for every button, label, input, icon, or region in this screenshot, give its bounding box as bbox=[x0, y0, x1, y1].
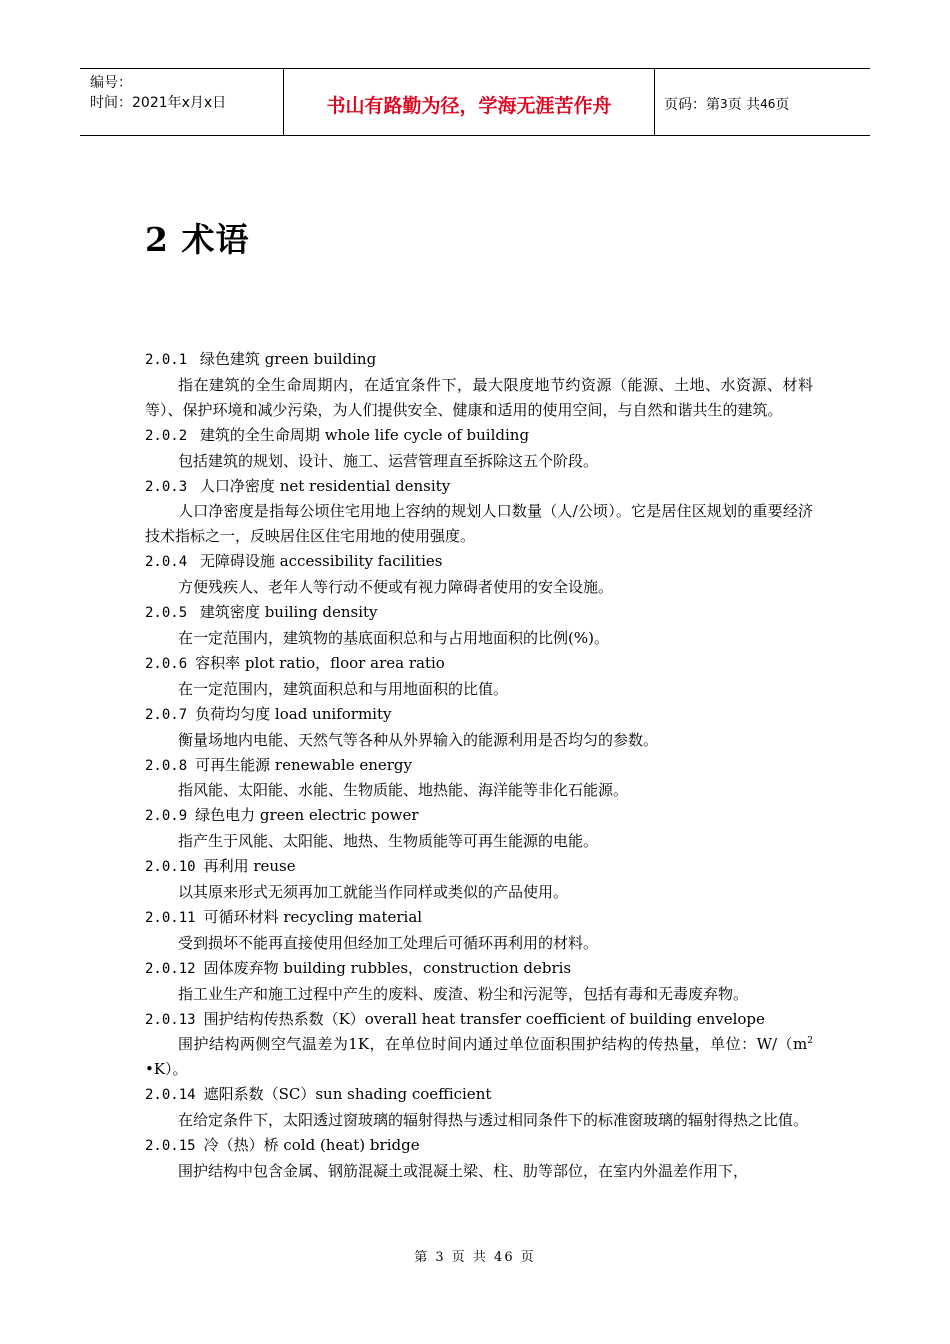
term-number: 2.0.5 bbox=[145, 605, 188, 622]
term-definition: 指风能、太阳能、水能、生物质能、地热能、海洋能等非化石能源。 bbox=[178, 781, 629, 800]
page-current: 3 bbox=[720, 97, 728, 111]
term-number: 2.0.15 bbox=[145, 1138, 196, 1155]
term-number: 2.0.9 bbox=[145, 808, 188, 825]
term-definition: 在一定范围内，建筑物的基底面积总和与占用地面积的比例(%)。 bbox=[178, 628, 609, 647]
term-heading bbox=[145, 347, 813, 373]
term-number: 2.0.13 bbox=[145, 1011, 196, 1028]
term-name: 建筑密度 builing density bbox=[195, 603, 378, 622]
term-entry bbox=[145, 753, 813, 804]
serial-label: 编号： bbox=[90, 75, 132, 91]
term-number: 2.0.12 bbox=[145, 960, 196, 977]
term-number: 2.0.2 bbox=[145, 427, 188, 444]
term-name: 无障碍设施 accessibility facilities bbox=[195, 552, 443, 571]
term-name: 容积率 plot ratio，floor area ratio bbox=[195, 653, 445, 672]
term-heading bbox=[145, 753, 813, 779]
definition-text: 围护结构两侧空气温差为1K，在单位时间内通过单位面积围护结构的传热量，单位：W/（m bbox=[178, 1035, 808, 1054]
term-heading bbox=[145, 651, 813, 677]
term-definition: 以其原来形式无须再加工就能当作同样或类似的产品使用。 bbox=[178, 883, 569, 902]
term-entry bbox=[145, 549, 813, 600]
term-definition: 方便残疾人、老年人等行动不便或有视力障碍者使用的安全设施。 bbox=[178, 578, 614, 597]
page-suffix: 页 bbox=[775, 97, 790, 113]
term-number: 2.0.4 bbox=[145, 554, 188, 571]
superscript: 2 bbox=[807, 1036, 813, 1047]
term-number: 2.0.7 bbox=[145, 706, 188, 723]
term-name: 固体废弃物 building rubbles，construction debris bbox=[203, 958, 572, 977]
term-entry bbox=[145, 1007, 813, 1083]
term-name: 再利用 reuse bbox=[203, 857, 296, 876]
term-entry bbox=[145, 423, 813, 474]
term-number: 2.0.14 bbox=[145, 1087, 196, 1104]
header-page-info bbox=[655, 69, 870, 135]
term-entry bbox=[145, 1082, 813, 1133]
term-entry bbox=[145, 347, 813, 423]
term-definition: 指在建筑的全生命周期内，在适宜条件下，最大限度地节约资源（能源、土地、水资源、材料等）、保护环境和减少污染，为人们提供安全、健康和适用的使用空间，与自然和谐共生的建筑。 bbox=[145, 375, 813, 419]
term-definition bbox=[145, 1032, 813, 1082]
term-definition: 在一定范围内，建筑面积总和与用地面积的比值。 bbox=[178, 679, 509, 698]
term-number: 2.0.10 bbox=[145, 859, 196, 876]
page-footer: 第 3 页 共 46 页 bbox=[414, 1250, 536, 1265]
term-entry bbox=[145, 803, 813, 854]
term-heading bbox=[145, 600, 813, 626]
term-heading bbox=[145, 423, 813, 449]
term-heading bbox=[145, 905, 813, 931]
definition-text: •K）。 bbox=[145, 1060, 188, 1079]
term-entry bbox=[145, 956, 813, 1007]
term-heading bbox=[145, 854, 813, 880]
term-name: 遮阳系数（SC）sun shading coefficient bbox=[203, 1085, 492, 1104]
term-definition: 衡量场地内电能、天然气等各种从外界输入的能源利用是否均匀的参数。 bbox=[178, 730, 659, 749]
term-number: 2.0.6 bbox=[145, 655, 188, 672]
term-definition: 在给定条件下，太阳透过窗玻璃的辐射得热与透过相同条件下的标准窗玻璃的辐射得热之比值。 bbox=[178, 1111, 809, 1130]
term-entry bbox=[145, 1133, 813, 1184]
term-heading bbox=[145, 1007, 813, 1033]
term-entry bbox=[145, 651, 813, 702]
term-number: 2.0.11 bbox=[145, 909, 196, 926]
term-definition: 指产生于风能、太阳能、地热、生物质能等可再生能源的电能。 bbox=[178, 832, 599, 851]
term-heading bbox=[145, 702, 813, 728]
page-prefix: 页码：第 bbox=[664, 97, 720, 113]
term-entry bbox=[145, 702, 813, 753]
term-name: 可再生能源 renewable energy bbox=[195, 755, 412, 774]
term-name: 建筑的全生命周期 whole life cycle of building bbox=[195, 425, 530, 444]
term-heading bbox=[145, 1133, 813, 1159]
terms-list bbox=[145, 347, 813, 1184]
header-meta bbox=[80, 69, 283, 135]
term-entry bbox=[145, 474, 813, 550]
term-heading bbox=[145, 803, 813, 829]
term-definition: 包括建筑的规划、设计、施工、运营管理直至拆除这五个阶段。 bbox=[178, 451, 599, 470]
term-heading bbox=[145, 549, 813, 575]
term-definition: 受到损坏不能再直接使用但经加工处理后可循环再利用的材料。 bbox=[178, 933, 599, 952]
term-name: 围护结构传热系数（K）overall heat transfer coefficient of building envelope bbox=[203, 1009, 765, 1028]
term-definition: 围护结构中包含金属、钢筋混凝土或混凝土梁、柱、肋等部位，在室内外温差作用下， bbox=[178, 1162, 749, 1180]
page-mid: 页 共 bbox=[727, 97, 761, 113]
term-name: 负荷均匀度 load uniformity bbox=[195, 704, 392, 723]
page-total: 46 bbox=[760, 97, 776, 111]
term-entry bbox=[145, 854, 813, 905]
term-name: 冷（热）桥 cold (heat) bridge bbox=[203, 1136, 420, 1155]
term-number: 2.0.3 bbox=[145, 478, 188, 495]
time-label: 时间：2021年x月x日 bbox=[90, 95, 227, 111]
term-heading bbox=[145, 956, 813, 982]
term-number: 2.0.1 bbox=[145, 352, 188, 368]
term-heading bbox=[145, 474, 813, 500]
term-definition: 人口净密度是指每公顷住宅用地上容纳的规划人口数量（人/公顷）。它是居住区规划的重要经济技术指标之一，反映居住区住宅用地的使用强度。 bbox=[145, 502, 813, 546]
term-name: 绿色建筑 green building bbox=[195, 350, 377, 368]
term-name: 绿色电力 green electric power bbox=[195, 806, 419, 825]
section-title: 2 术语 bbox=[145, 220, 250, 259]
term-entry bbox=[145, 600, 813, 651]
header-motto: 书山有路勤为径，学海无涯苦作舟 bbox=[283, 69, 655, 135]
page-header bbox=[80, 68, 870, 136]
term-number: 2.0.8 bbox=[145, 757, 188, 774]
term-name: 人口净密度 net residential density bbox=[195, 476, 451, 495]
term-entry bbox=[145, 905, 813, 956]
term-name: 可循环材料 recycling material bbox=[203, 907, 423, 926]
term-heading bbox=[145, 1082, 813, 1108]
term-definition: 指工业生产和施工过程中产生的废料、废渣、粉尘和污泥等，包括有毒和无毒废弃物。 bbox=[178, 984, 749, 1003]
